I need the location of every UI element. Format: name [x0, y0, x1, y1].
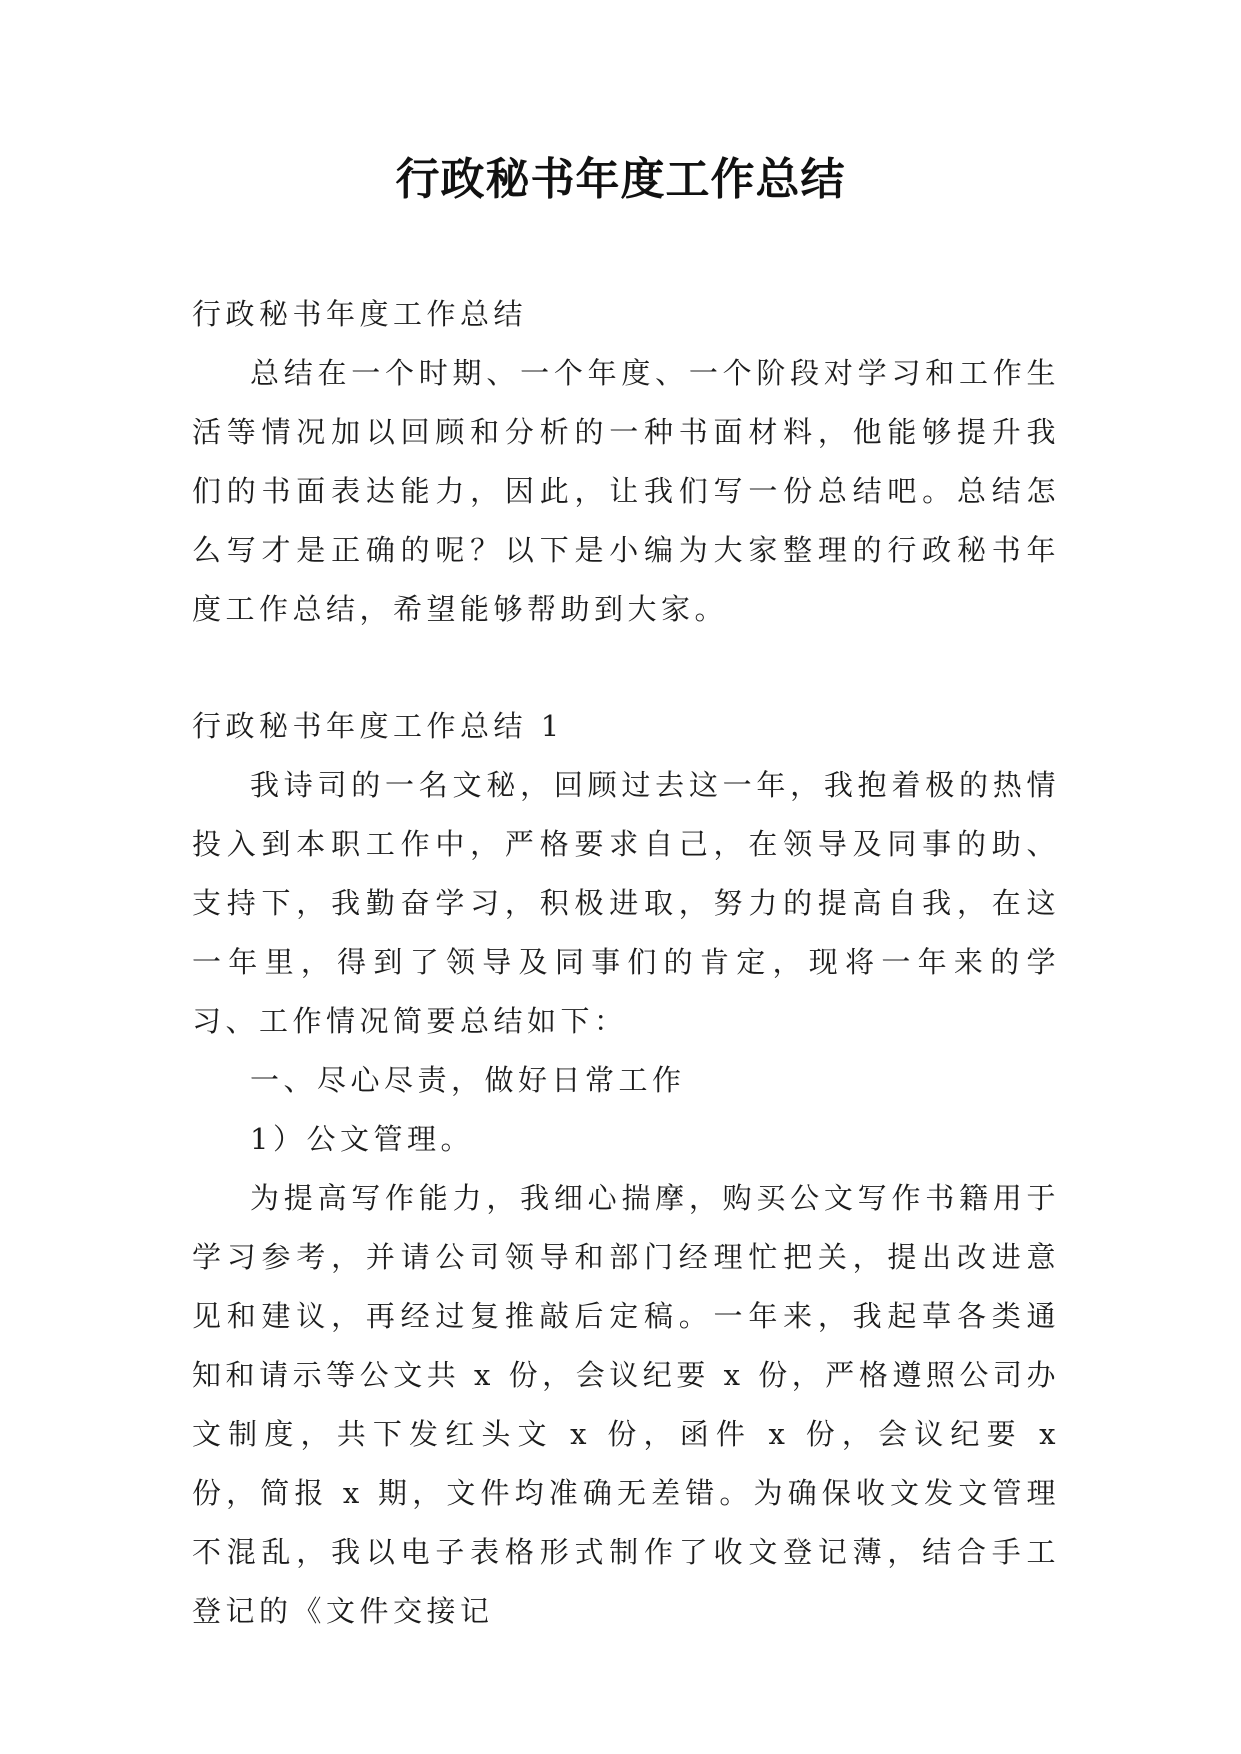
body-paragraph: 为提高写作能力，我细心揣摩，购买公文写作书籍用于学习参考，并请公司领导和部门经理忙把关，提出改进意见和建议，再经过复推敲后定稿。一年来，我起草各类通知和请示等公文共 x 份，会议纪要 x 份，严格遵照公司办文制度，共下发红头文 x 份，函件 x 份，会议纪要 x 份，简报 x 期，文件均准确无差错。为确保收文发文管理不混乱，我以电子表格形式制作了收文登记薄，结合手工登记的《文件交接记 — [192, 1181, 1060, 1628]
section-heading-summary-1: 行政秘书年度工作总结 1 — [192, 709, 564, 743]
body-paragraph: 我诗司的一名文秘，回顾过去这一年，我抱着极的热情投入到本职工作中，严格要求自己，在领导及同事的助、支持下，我勤奋学习，积极进取，努力的提高自我，在这一年里，得到了领导及同事们的肯定，现将一年来的学习、工作情况简要总结如下： — [192, 768, 1060, 1038]
section-heading-intro: 行政秘书年度工作总结 — [192, 297, 528, 331]
document-body — [192, 285, 1060, 1641]
subsection-heading: 一、尽心尽责，做好日常工作 — [250, 1063, 686, 1097]
intro-paragraph: 总结在一个时期、一个年度、一个阶段对学习和工作生活等情况加以回顾和分析的一种书面材料，他能够提升我们的书面表达能力，因此，让我们写一份总结吧。总结怎么写才是正确的呢？以下是小编为大家整理的行政秘书年度工作总结，希望能够帮助到大家。 — [192, 356, 1060, 626]
list-item-heading: 1）公文管理。 — [250, 1122, 474, 1156]
document-title: 行政秘书年度工作总结 — [395, 154, 846, 205]
